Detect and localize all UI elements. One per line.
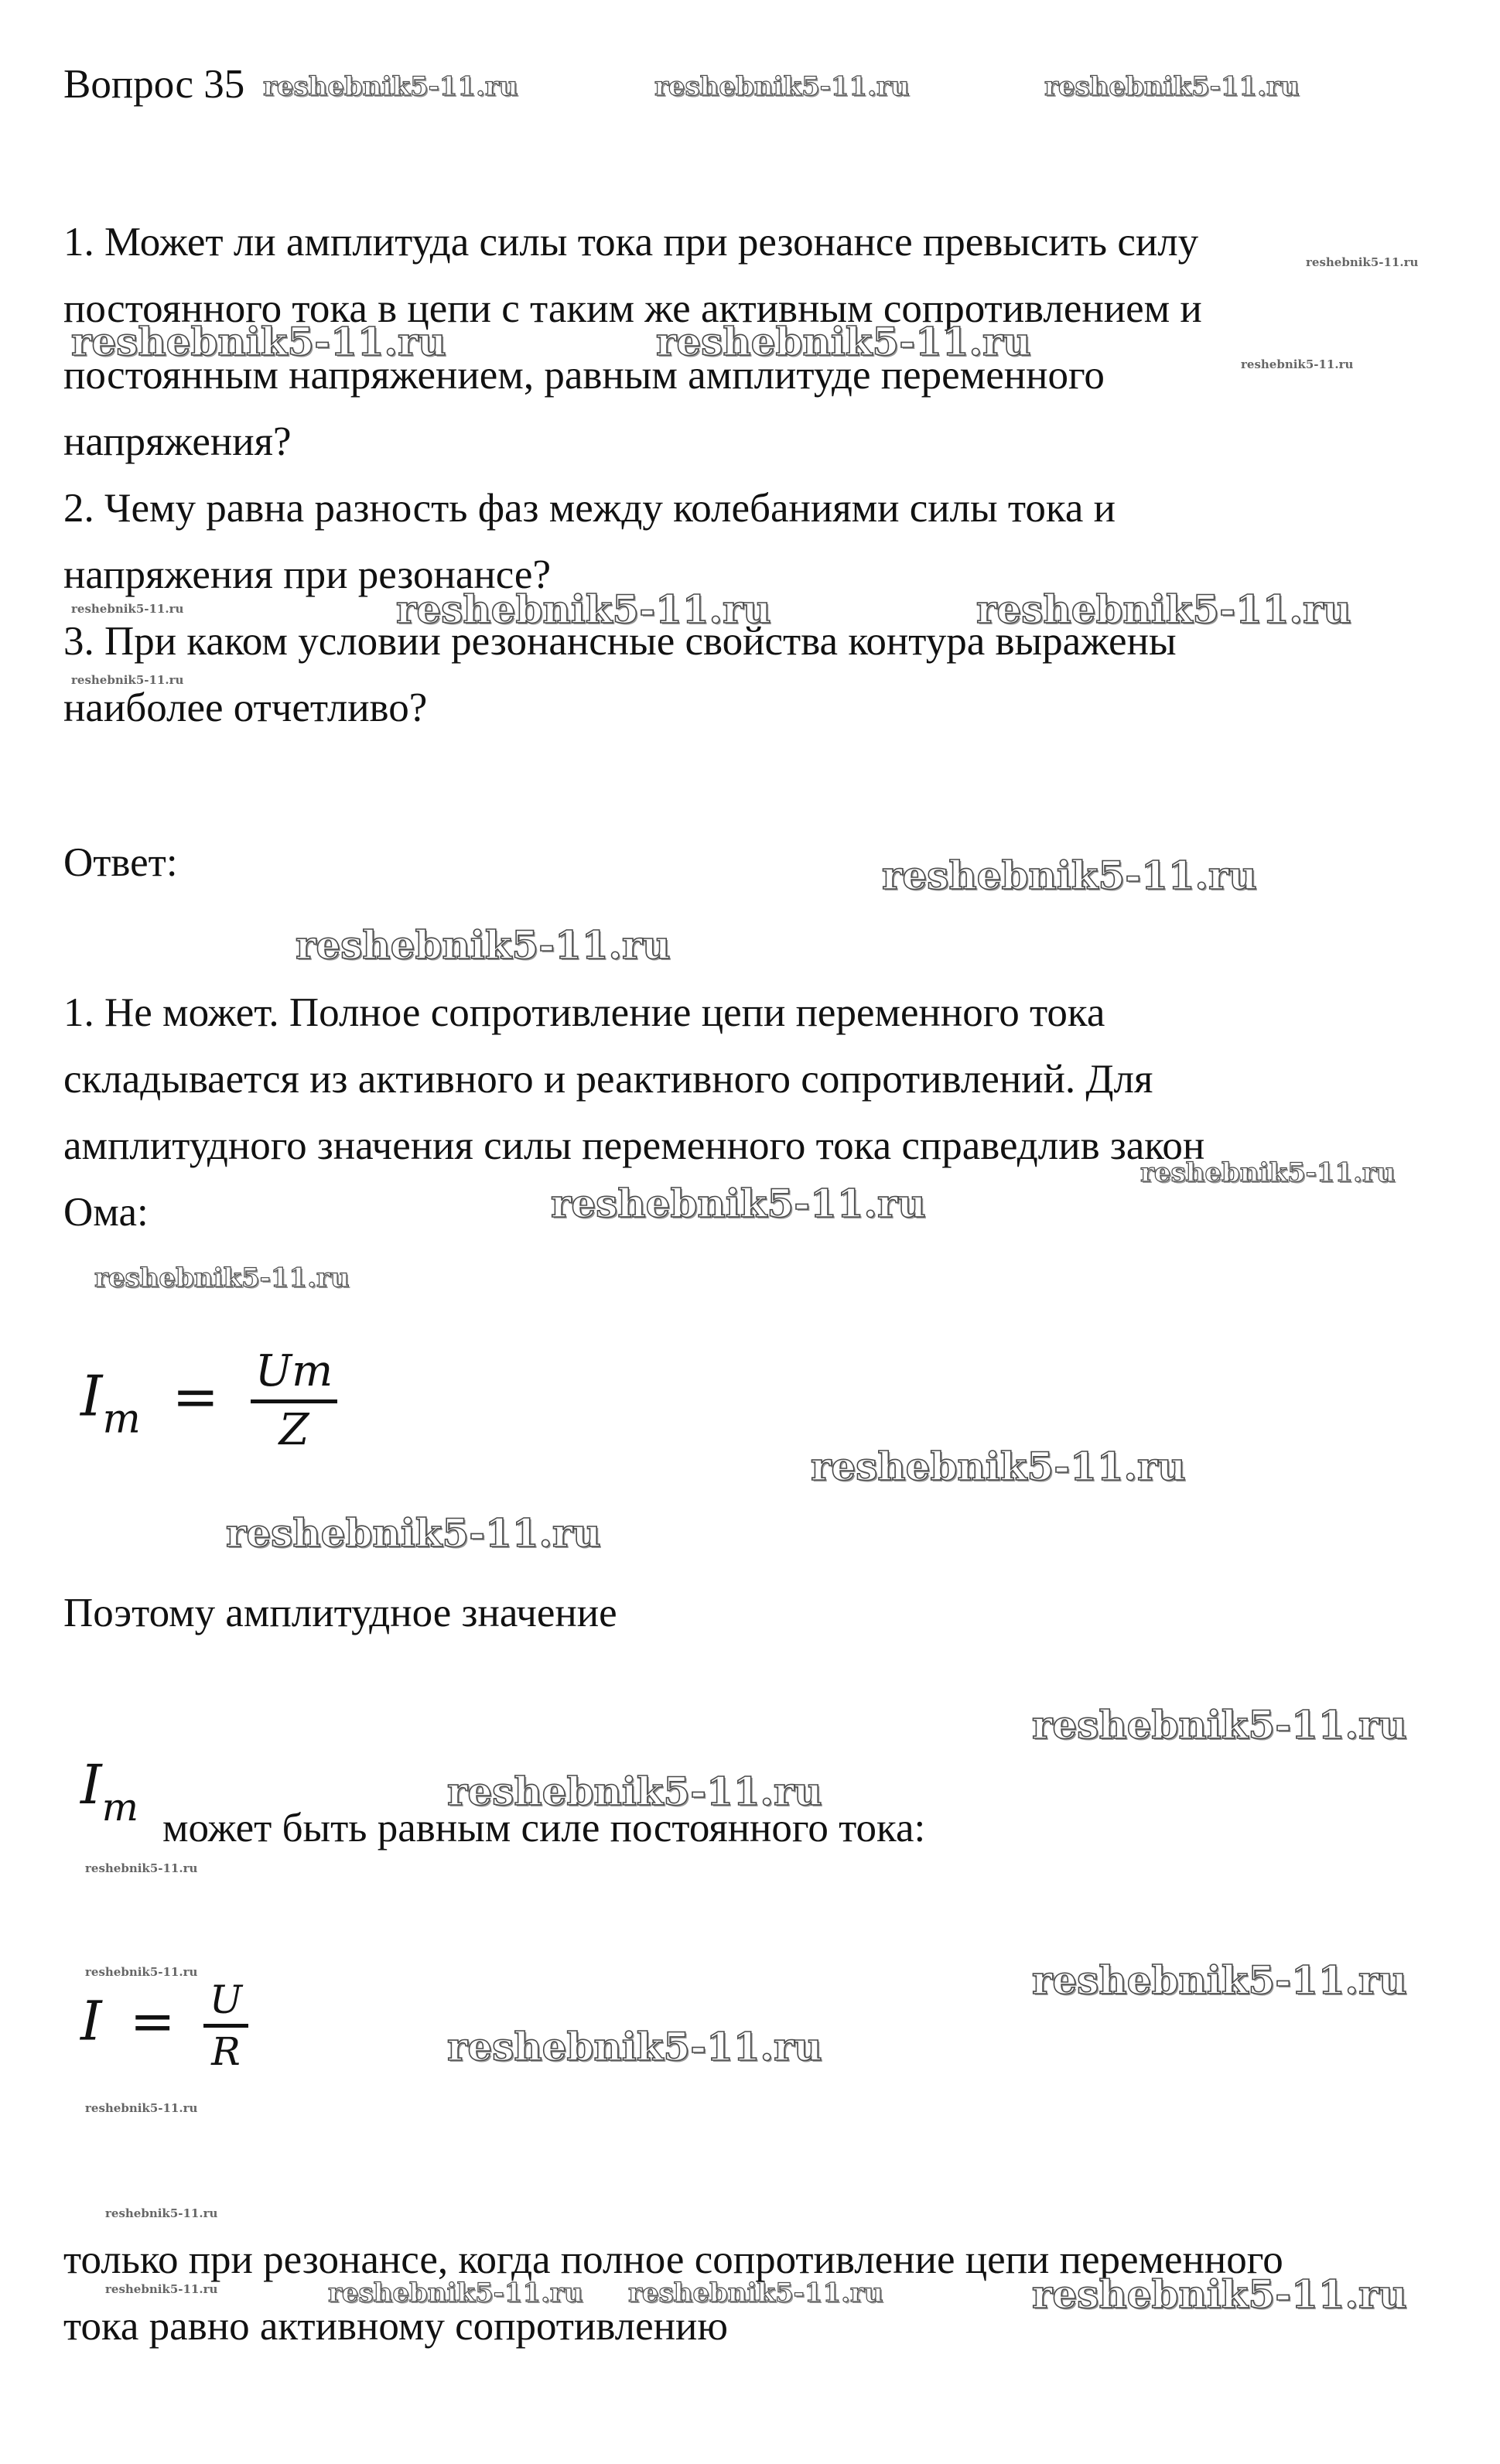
question-line: напряжения при резонансе? <box>63 552 551 597</box>
watermark-logo: reshebnik5-11.ru <box>1241 357 1354 371</box>
watermark-logo: reshebnik5-11.ru <box>447 1769 822 1814</box>
watermark-logo: reshebnik5-11.ru <box>628 2278 883 2309</box>
watermark-logo: reshebnik5-11.ru <box>654 71 910 102</box>
watermark-logo: reshebnik5-11.ru <box>551 1181 926 1226</box>
watermark-logo: reshebnik5-11.ru <box>94 1263 350 1294</box>
answer-label: Ответ: <box>63 840 178 885</box>
watermark-logo: reshebnik5-11.ru <box>296 922 671 968</box>
watermark-logo: reshebnik5-11.ru <box>71 319 446 364</box>
question-line: 3. При каком условии резонансные свойства контура выражены <box>63 619 1177 664</box>
formula-denominator: Z <box>251 1399 337 1455</box>
formula-equals: = <box>172 1363 219 1429</box>
watermark-logo: reshebnik5-11.ru <box>71 673 184 687</box>
watermark-logo: reshebnik5-11.ru <box>263 71 518 102</box>
ohm-law-formula <box>80 1346 337 1455</box>
question-heading: Вопрос 35 <box>63 62 245 107</box>
formula-lhs-subscript: m <box>102 1396 141 1443</box>
answer-line: складывается из активного и реактивного сопротивлений. Для <box>63 1057 1153 1102</box>
question-line: напряжения? <box>63 419 292 464</box>
constant-current-formula <box>80 1977 248 2074</box>
question-line: 2. Чему равна разность фаз между колебаниями силы тока и <box>63 486 1116 531</box>
watermark-logo: reshebnik5-11.ru <box>85 1861 198 1875</box>
question-line: постоянным напряжением, равным амплитуде переменного <box>63 353 1105 398</box>
watermark-logo: reshebnik5-11.ru <box>1032 1702 1407 1748</box>
watermark-logo: reshebnik5-11.ru <box>811 1444 1186 1489</box>
formula-lhs: I <box>80 1363 103 1429</box>
watermark-logo: reshebnik5-11.ru <box>396 586 771 632</box>
final-line: тока равно активному сопротивлению <box>63 2304 728 2349</box>
watermark-logo: reshebnik5-11.ru <box>1306 255 1419 269</box>
im-symbol: $I_m$ <box>80 1753 139 1830</box>
watermark-logo: reshebnik5-11.ru <box>85 2101 198 2115</box>
watermark-logo: reshebnik5-11.ru <box>85 1965 198 1979</box>
therefore-line: Поэтому амплитудное значение <box>63 1591 617 1635</box>
watermark-logo: reshebnik5-11.ru <box>1032 2271 1407 2317</box>
answer-line: 1. Не может. Полное сопротивление цепи переменного тока <box>63 990 1105 1035</box>
answer-line: Ома: <box>63 1190 149 1235</box>
watermark-logo: reshebnik5-11.ru <box>105 2282 218 2296</box>
watermark-logo: reshebnik5-11.ru <box>226 1510 601 1556</box>
final-line: только при резонансе, когда полное сопротивление цепи переменного <box>63 2237 1283 2282</box>
formula-lhs: I <box>80 1989 102 2053</box>
watermark-logo: reshebnik5-11.ru <box>1032 1957 1407 2003</box>
watermark-logo: reshebnik5-11.ru <box>328 2278 583 2309</box>
watermark-logo: reshebnik5-11.ru <box>882 853 1257 898</box>
formula-denominator: R <box>203 2024 248 2074</box>
question-line: наиболее отчетливо? <box>63 685 428 730</box>
watermark-logo: reshebnik5-11.ru <box>1044 71 1300 102</box>
watermark-logo: reshebnik5-11.ru <box>105 2206 218 2220</box>
watermark-logo: reshebnik5-11.ru <box>71 602 184 616</box>
watermark-logo: reshebnik5-11.ru <box>656 319 1031 364</box>
watermark-logo: reshebnik5-11.ru <box>976 586 1351 632</box>
formula-numerator: Um <box>255 1346 333 1396</box>
im-text: может быть равным силе постоянного тока: <box>162 1806 926 1851</box>
formula-numerator: U <box>209 1977 242 2022</box>
answer-line: амплитудного значения силы переменного тока справедлив закон <box>63 1123 1205 1168</box>
formula-equals: = <box>129 1989 176 2053</box>
watermark-logo: reshebnik5-11.ru <box>1140 1157 1396 1188</box>
question-line: постоянного тока в цепи с таким же активным сопротивлением и <box>63 286 1202 331</box>
question-line: 1. Может ли амплитуда силы тока при резонансе превысить силу <box>63 220 1199 265</box>
watermark-logo: reshebnik5-11.ru <box>447 2024 822 2069</box>
